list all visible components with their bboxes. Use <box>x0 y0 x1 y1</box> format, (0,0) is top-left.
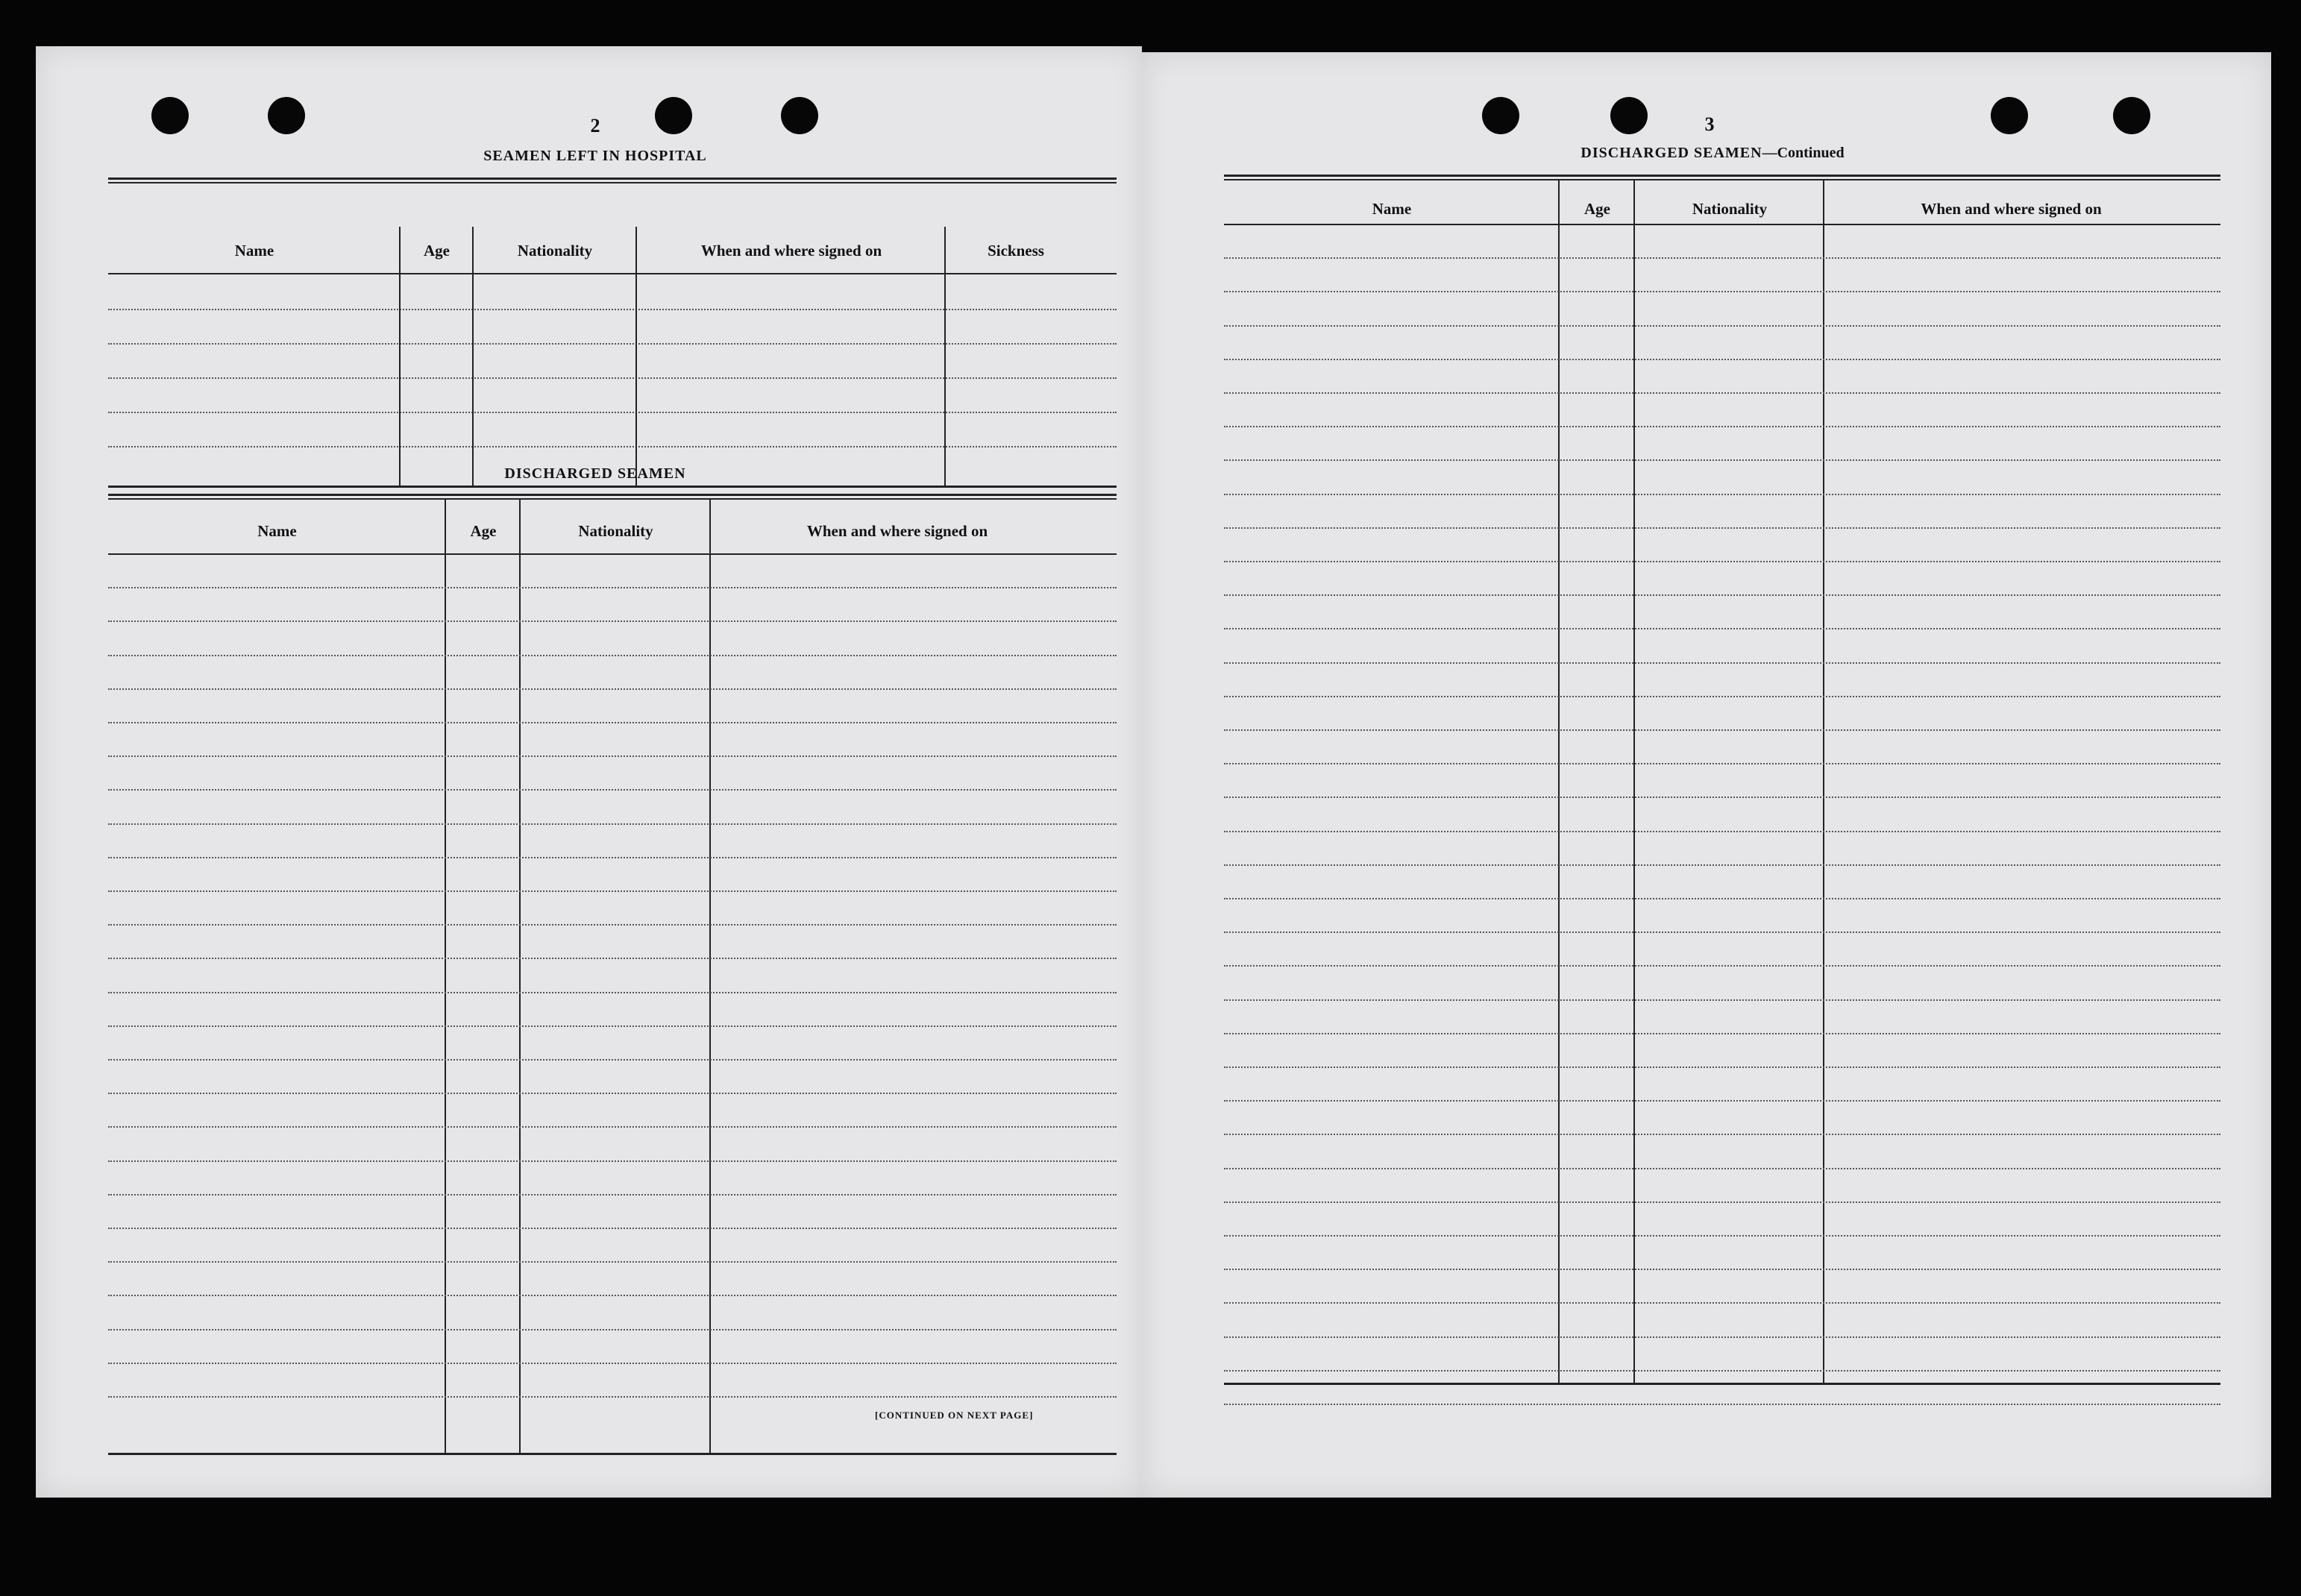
table-row <box>1224 459 2220 461</box>
table-row <box>108 1025 1117 1027</box>
table-row <box>1224 527 2220 529</box>
table-row <box>108 755 1117 757</box>
table-row <box>1224 763 2220 764</box>
column-header-sickness: Sickness <box>988 242 1044 260</box>
page-number: 2 <box>590 115 600 136</box>
punch-hole <box>268 97 305 134</box>
column-header-when-where: When and where signed on <box>806 522 988 540</box>
column-header-nationality: Nationality <box>1692 200 1768 218</box>
punch-hole <box>1610 97 1648 134</box>
table-row <box>1224 494 2220 495</box>
column-header-nationality: Nationality <box>517 242 593 260</box>
table-row <box>108 823 1117 825</box>
table-row <box>108 1295 1117 1296</box>
column-header-age: Age <box>424 242 450 260</box>
table-row <box>1224 1269 2220 1270</box>
table-row <box>1224 1066 2220 1068</box>
table-row <box>1224 1168 2220 1169</box>
table-row <box>108 722 1117 723</box>
table-row <box>108 924 1117 926</box>
table-row <box>108 621 1117 622</box>
table-row <box>1224 561 2220 562</box>
punch-hole <box>151 97 189 134</box>
table-row <box>1224 594 2220 596</box>
punch-hole <box>1482 97 1519 134</box>
discharged-table <box>108 494 1117 1456</box>
table-row <box>108 1126 1117 1128</box>
continued-footnote: [CONTINUED ON NEXT PAGE] <box>875 1410 1034 1421</box>
table-row <box>108 377 1117 379</box>
table-row <box>108 1329 1117 1330</box>
table-row <box>1224 898 2220 899</box>
table-row <box>1224 1033 2220 1034</box>
table-row <box>1224 392 2220 394</box>
table-row <box>108 655 1117 656</box>
column-header-nationality: Nationality <box>578 522 653 540</box>
discharged-table <box>1224 175 2220 1387</box>
table-row <box>108 1363 1117 1364</box>
column-header-age: Age <box>470 522 497 540</box>
hospital-table <box>108 177 1117 489</box>
left-form-page <box>36 46 1142 1498</box>
table-row <box>108 890 1117 892</box>
table-row <box>1224 931 2220 933</box>
table-row <box>108 1228 1117 1229</box>
column-header-when-where: When and where signed on <box>1921 200 2102 218</box>
discharged-continued-title <box>1545 145 1880 162</box>
table-row <box>108 1261 1117 1263</box>
punch-hole <box>655 97 692 134</box>
table-row <box>1224 1100 2220 1102</box>
table-row <box>1224 864 2220 866</box>
table-row <box>1224 729 2220 731</box>
table-row <box>108 992 1117 993</box>
table-row <box>108 1093 1117 1094</box>
table-row <box>108 789 1117 791</box>
discharged-title-text: DISCHARGED SEAMEN <box>1580 145 1762 161</box>
column-header-when-where: When and where signed on <box>700 242 882 260</box>
table-row <box>108 309 1117 310</box>
table-row <box>108 958 1117 959</box>
table-row <box>1224 696 2220 697</box>
table-row <box>1224 1336 2220 1338</box>
table-row <box>108 688 1117 690</box>
table-row <box>108 343 1117 345</box>
page-number: 3 <box>1704 113 1715 135</box>
table-row <box>1224 257 2220 259</box>
table-row <box>108 1160 1117 1162</box>
table-row <box>1224 291 2220 292</box>
column-header-age: Age <box>1584 200 1610 218</box>
table-row <box>1224 1134 2220 1135</box>
table-row <box>1224 965 2220 967</box>
table-row <box>1224 1235 2220 1237</box>
table-row <box>108 446 1117 447</box>
table-row <box>108 1059 1117 1061</box>
table-row <box>108 857 1117 858</box>
punch-hole <box>2113 97 2150 134</box>
column-header-name: Name <box>1372 200 1412 218</box>
table-row <box>1224 662 2220 664</box>
discharged-section-title: DISCHARGED SEAMEN <box>504 465 686 482</box>
table-row <box>1224 831 2220 832</box>
table-row <box>1224 325 2220 327</box>
table-row <box>1224 1404 2220 1405</box>
right-form-page <box>1142 52 2271 1498</box>
table-row <box>1224 359 2220 360</box>
column-header-name: Name <box>257 522 297 540</box>
table-row <box>1224 1302 2220 1304</box>
table-row <box>108 587 1117 588</box>
continued-suffix: —Continued <box>1762 145 1845 161</box>
table-row <box>1224 628 2220 629</box>
punch-hole <box>1991 97 2028 134</box>
table-row <box>108 412 1117 413</box>
column-header-name: Name <box>234 242 274 260</box>
table-row <box>1224 797 2220 798</box>
hospital-section-title: SEAMEN LEFT IN HOSPITAL <box>483 148 707 164</box>
table-row <box>1224 426 2220 427</box>
table-row <box>1224 1370 2220 1372</box>
table-row <box>108 1396 1117 1398</box>
table-row <box>1224 1201 2220 1203</box>
table-row <box>1224 999 2220 1001</box>
punch-hole <box>781 97 818 134</box>
table-row <box>108 1194 1117 1196</box>
